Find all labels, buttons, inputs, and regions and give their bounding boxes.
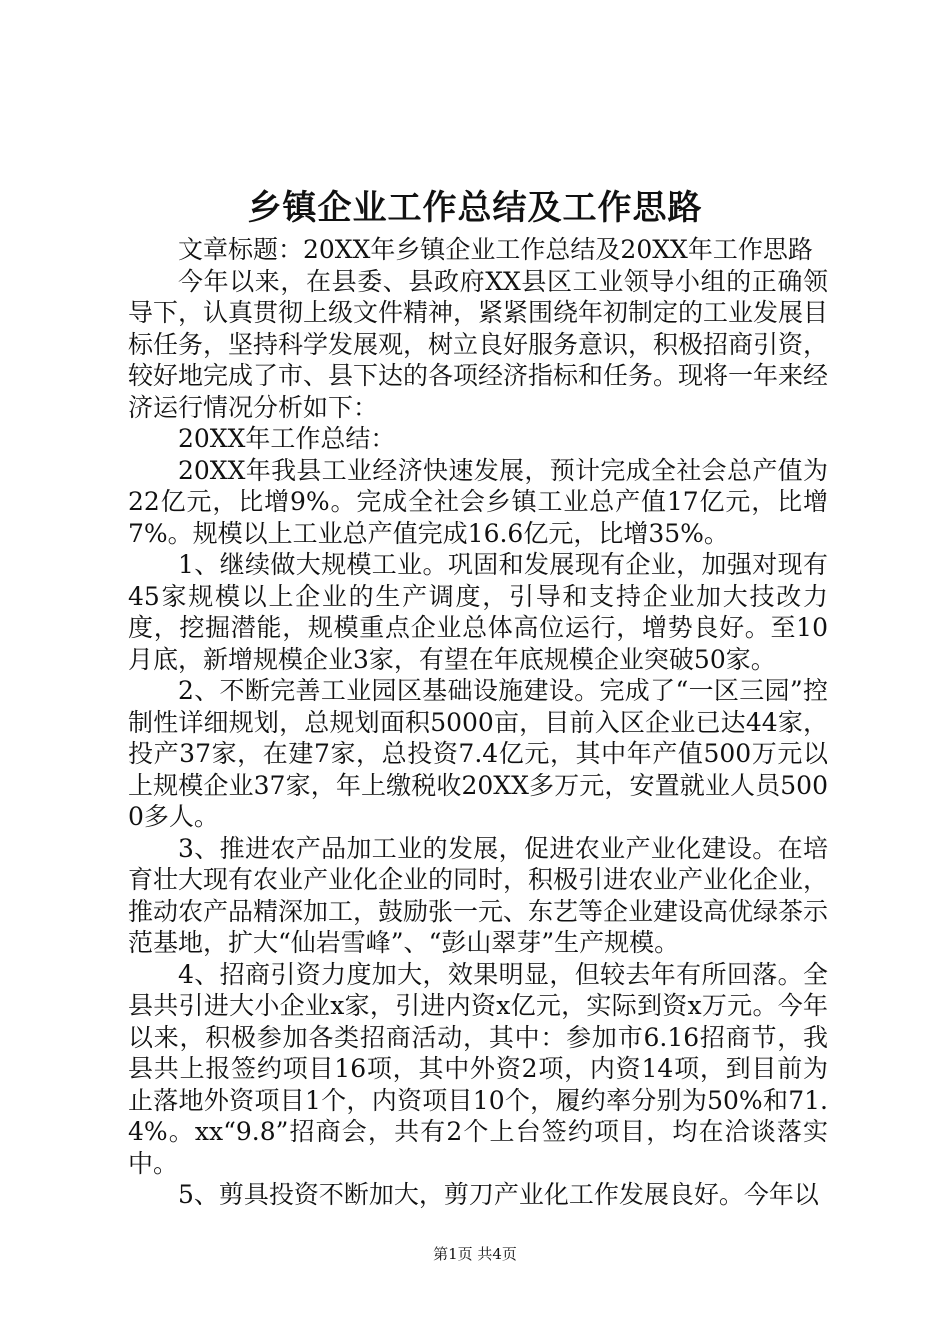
- paragraph-item-4: 4、招商引资力度加大，效果明显，但较去年有所回落。全县共引进大小企业x家，引进内资x亿元，实际到资x万元。今年以来，积极参加各类招商活动，其中：参加市6.16招商节，我县共上报签约项目16项，其中外资2项，内资14项，到目前为止落地外资项目1个，内资项目10个，履约率分别为50%和71.4%。xx“9.8”招商会，共有2个上台签约项目，均在洽谈落实中。: [128, 959, 828, 1178]
- paragraph-article-title: 文章标题：20XX年乡镇企业工作总结及20XX年工作思路: [178, 235, 813, 264]
- document-body: [128, 234, 828, 1211]
- paragraph-item-1: 1、继续做大规模工业。巩固和发展现有企业，加强对现有45家规模以上企业的生产调度，引导和支持企业加大技改力度，挖掘潜能，规模重点企业总体高位运行，增势良好。至10月底，新增规模企业3家，有望在年底规模企业突破50家。: [128, 550, 828, 674]
- page-number-footer: 第1页 共4页: [433, 1245, 517, 1263]
- paragraph-item-5: 5、剪具投资不断加大，剪刀产业化工作发展良好。今年以: [178, 1180, 819, 1209]
- document-title: 乡镇企业工作总结及工作思路: [247, 188, 703, 228]
- paragraph-summary-heading: 20XX年工作总结：: [178, 424, 396, 453]
- paragraph-item-2: 2、不断完善工业园区基础设施建设。完成了“一区三园”控制性详细规划，总规划面积5000亩，目前入区企业已达44家，投产37家，在建7家，总投资7.4亿元，其中年产值500万元以上规模企业37家，年上缴税收20XX多万元，安置就业人员5000多人。: [128, 676, 828, 831]
- paragraph-overview: 20XX年我县工业经济快速发展，预计完成全社会总产值为22亿元，比增9%。完成全社会乡镇工业总产值17亿元，比增7%。规模以上工业总产值完成16.6亿元，比增35%。: [128, 455, 828, 548]
- paragraph-intro: 今年以来，在县委、县政府XX县区工业领导小组的正确领导下，认真贯彻上级文件精神，紧紧围绕年初制定的工业发展目标任务，坚持科学发展观，树立良好服务意识，积极招商引资，较好地完成了市、县下达的各项经济指标和任务。现将一年来经济运行情况分析如下：: [128, 266, 829, 422]
- paragraph-item-3: 3、推进农产品加工业的发展，促进农业产业化建设。在培育壮大现有农业产业化企业的同时，积极引进农业产业化企业，推动农产品精深加工，鼓励张一元、东艺等企业建设高优绿茶示范基地，扩大“仙岩雪峰”、“彭山翠芽”生产规模。: [128, 833, 829, 957]
